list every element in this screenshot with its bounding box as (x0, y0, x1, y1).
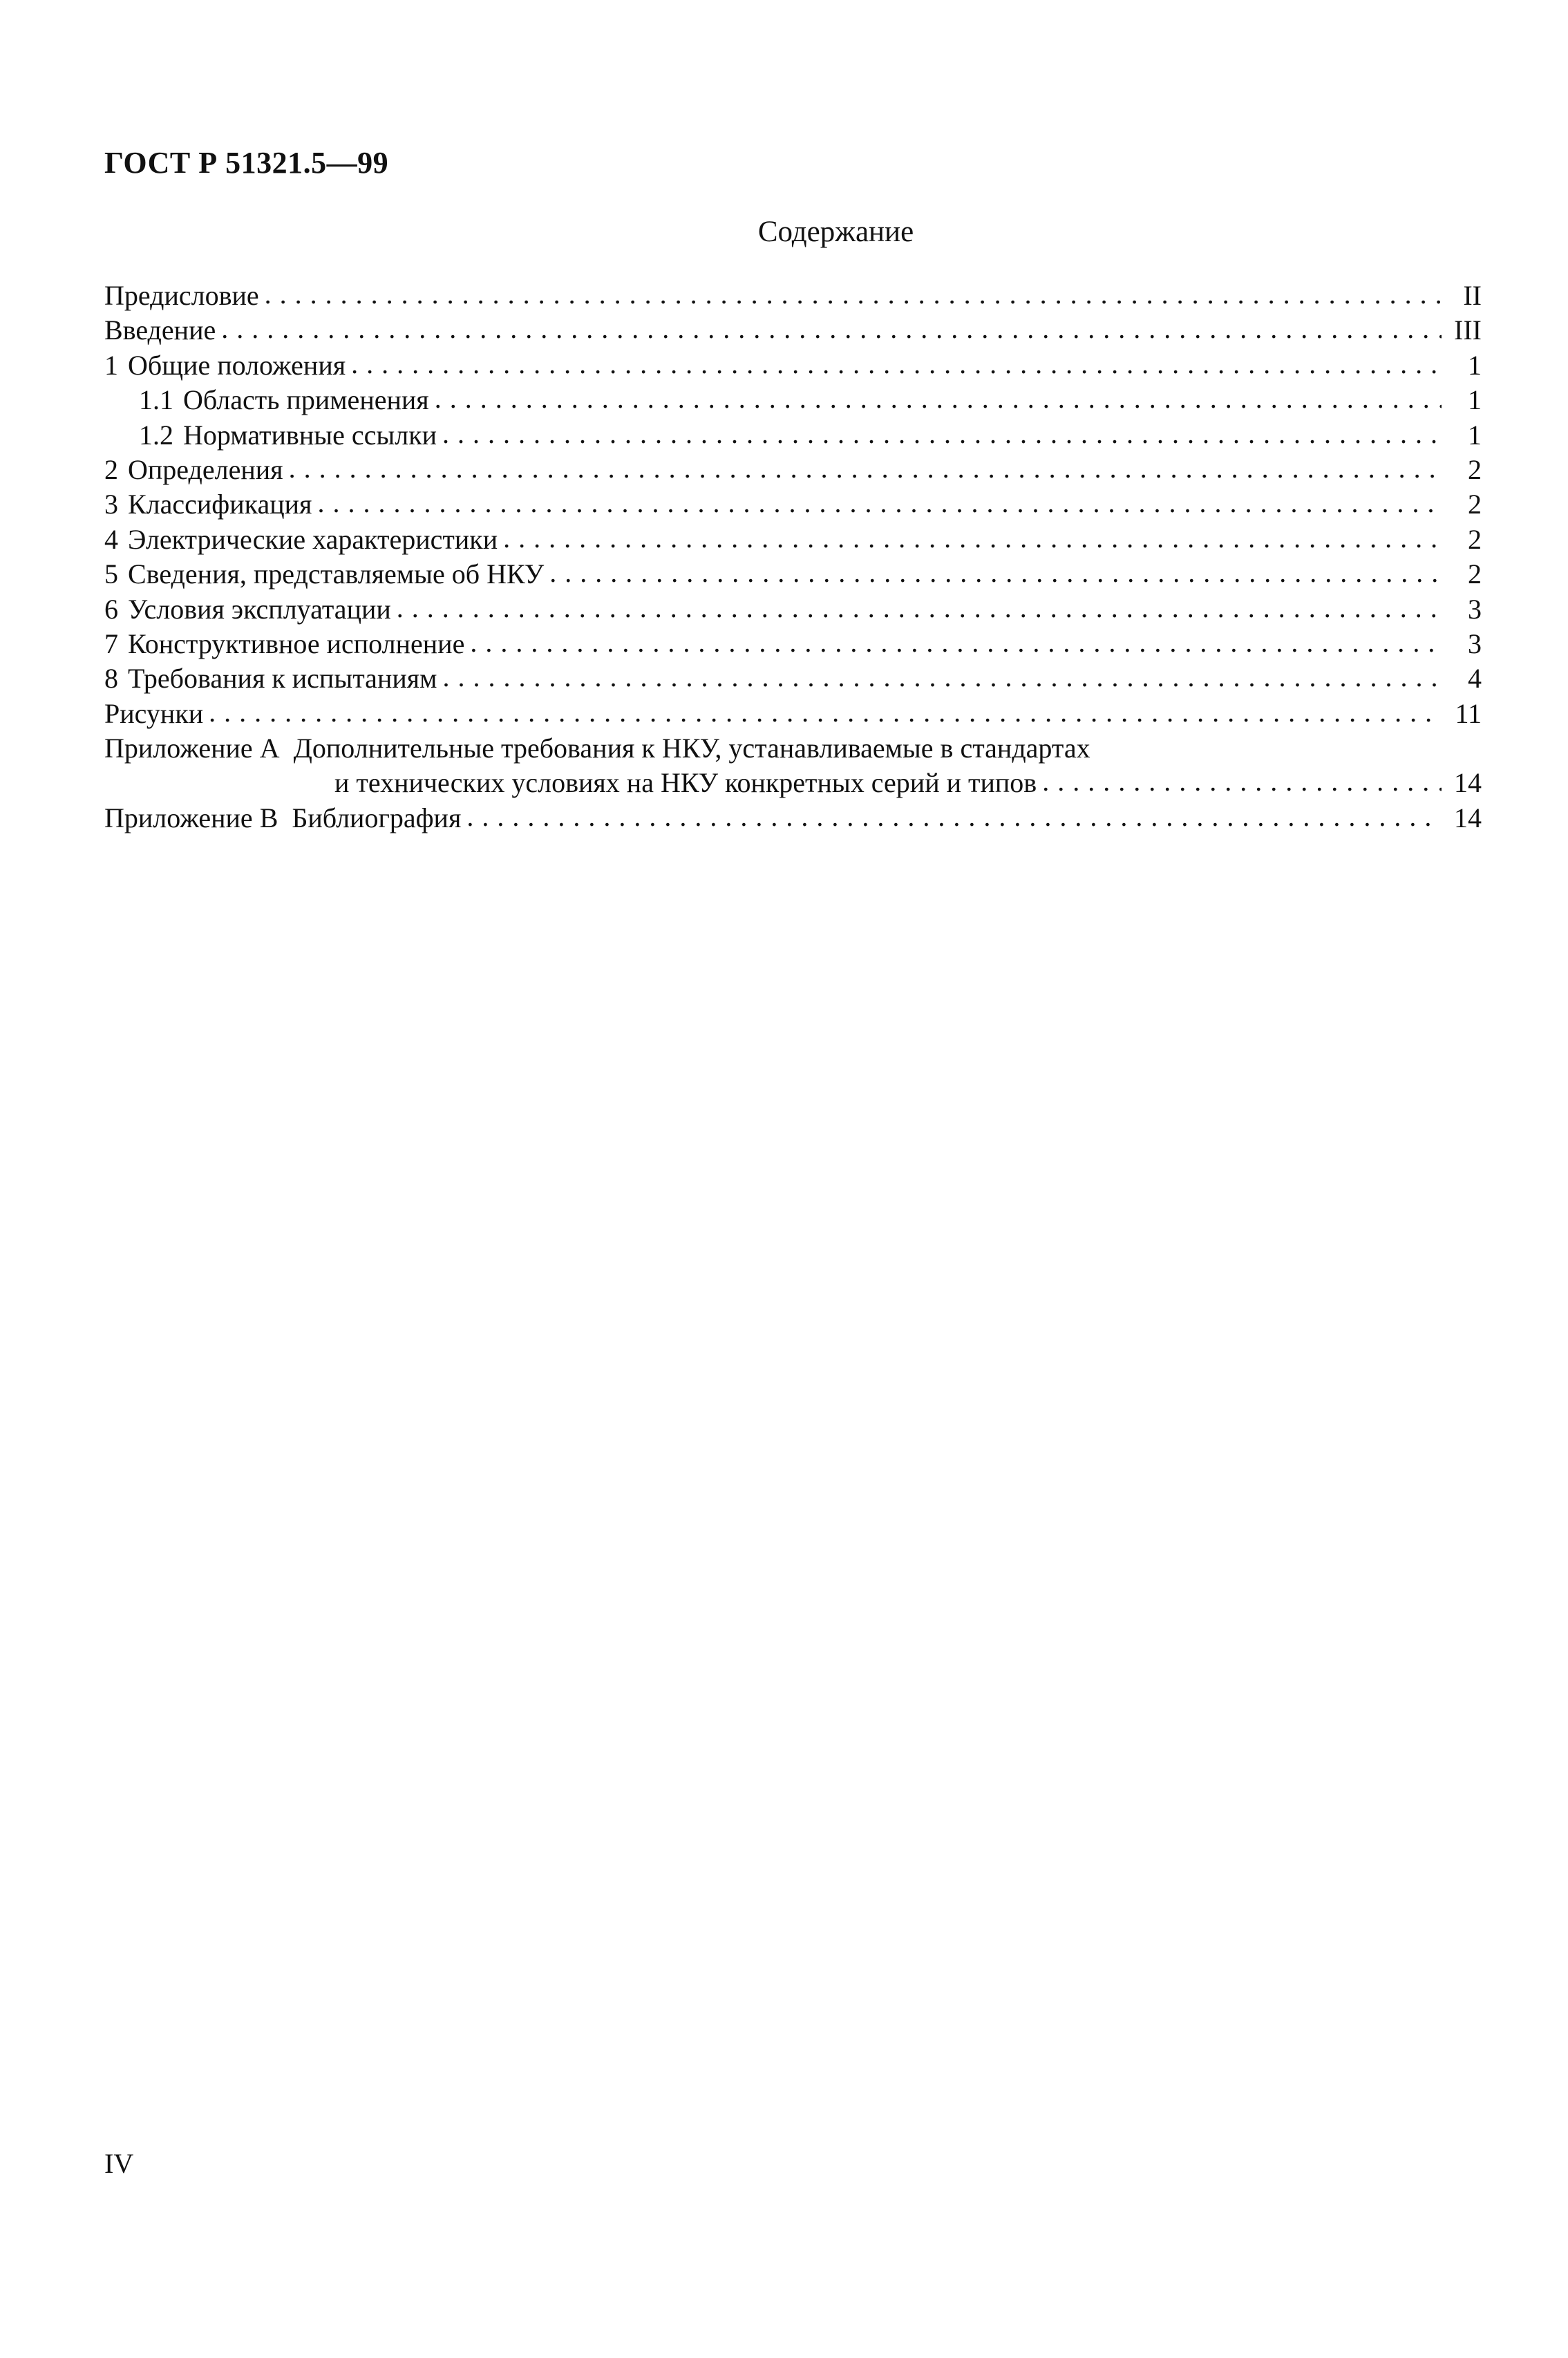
toc-entry-label: Введение (104, 314, 216, 346)
dot-leader (466, 800, 1442, 834)
toc-entry-label-continuation: и технических условиях на НКУ конкретных серий и типов (334, 767, 1037, 799)
toc-entry-number: 5 (104, 558, 118, 590)
toc-entry-page: 2 (1468, 453, 1482, 485)
toc-entry-label: Электрические характеристики (128, 523, 498, 555)
toc-entry-label: Область применения (183, 384, 429, 416)
toc-entry-page: 3 (1468, 628, 1482, 659)
document-code: ГОСТ Р 51321.5—99 (104, 146, 389, 180)
toc-entry-number: 4 (104, 523, 118, 555)
toc-entry-label: Определения (128, 453, 283, 485)
toc-entry-label: Предисловие (104, 280, 259, 311)
toc-entry-page: III (1454, 314, 1482, 346)
toc-entry-number: 1.2 (139, 419, 173, 451)
toc-entry-number: 1 (104, 349, 118, 381)
toc-entry-section-1-2[interactable] (104, 418, 1482, 453)
toc-entry-section-7[interactable] (104, 627, 1482, 661)
toc-entry-page: 14 (1454, 802, 1482, 833)
toc-entry-number: 1.1 (139, 384, 173, 416)
toc-entry-page: 1 (1468, 349, 1482, 381)
toc-entry-page: 14 (1454, 767, 1482, 799)
toc-entry-page: 1 (1468, 419, 1482, 451)
dot-leader (435, 381, 1442, 416)
toc-entry-appendix-a-continuation[interactable] (104, 766, 1482, 800)
dot-leader (442, 417, 1442, 451)
toc-entry-number: 7 (104, 628, 118, 659)
toc-entry-label: Условия эксплуатации (128, 593, 391, 625)
toc-entry-label: Нормативные ссылки (183, 419, 437, 451)
table-of-contents (104, 279, 1482, 836)
dot-leader (265, 277, 1442, 312)
toc-entry-number: 3 (104, 489, 118, 520)
toc-entry-label: Общие положения (128, 349, 346, 381)
toc-entry-page: 11 (1455, 697, 1482, 729)
toc-entry-label: Классификация (128, 489, 312, 520)
dot-leader (1042, 764, 1442, 799)
toc-title: Содержание (757, 216, 914, 248)
toc-entry-page: 3 (1468, 593, 1482, 625)
dot-leader (442, 660, 1442, 695)
toc-entry-number: 2 (104, 453, 118, 485)
toc-entry-section-1[interactable] (104, 348, 1482, 383)
toc-entry-page: 2 (1468, 558, 1482, 590)
dot-leader (503, 521, 1442, 556)
dot-leader (549, 556, 1442, 590)
toc-entry-section-6[interactable] (104, 592, 1482, 627)
toc-entry-label: Сведения, представляемые об НКУ (128, 558, 545, 590)
toc-entry-label: Приложение В Библиография (104, 802, 462, 833)
toc-entry-number: 8 (104, 663, 118, 695)
toc-entry-appendix-a[interactable] (104, 731, 1482, 766)
toc-entry-section-8[interactable] (104, 661, 1482, 696)
toc-entry-label: Рисунки (104, 697, 204, 729)
page-number: IV (104, 2148, 134, 2179)
toc-entry-section-4[interactable] (104, 522, 1482, 557)
toc-entry-page: II (1463, 280, 1482, 311)
toc-entry-appendix-b[interactable] (104, 801, 1482, 836)
dot-leader (351, 347, 1442, 381)
toc-entry-figures[interactable] (104, 697, 1482, 731)
dot-leader (317, 486, 1442, 520)
toc-entry-introduction[interactable] (104, 313, 1482, 348)
toc-entry-preface[interactable] (104, 279, 1482, 313)
dot-leader (289, 451, 1442, 486)
toc-entry-section-2[interactable] (104, 453, 1482, 487)
toc-entry-label: Требования к испытаниям (128, 663, 437, 695)
toc-entry-section-3[interactable] (104, 487, 1482, 522)
dot-leader (209, 695, 1442, 730)
dot-leader (397, 591, 1442, 625)
toc-entry-page: 2 (1468, 489, 1482, 520)
toc-entry-page: 2 (1468, 523, 1482, 555)
toc-entry-label: Конструктивное исполнение (128, 628, 465, 659)
toc-entry-page: 4 (1468, 663, 1482, 695)
toc-entry-section-1-1[interactable] (104, 383, 1482, 417)
dot-leader (221, 312, 1442, 346)
toc-entry-number: 6 (104, 593, 118, 625)
dot-leader (470, 625, 1442, 660)
toc-entry-page: 1 (1468, 384, 1482, 416)
toc-entry-section-5[interactable] (104, 557, 1482, 592)
toc-entry-label: Приложение А Дополнительные требования к НКУ, устанавливаемые в стандартах (104, 733, 1090, 764)
